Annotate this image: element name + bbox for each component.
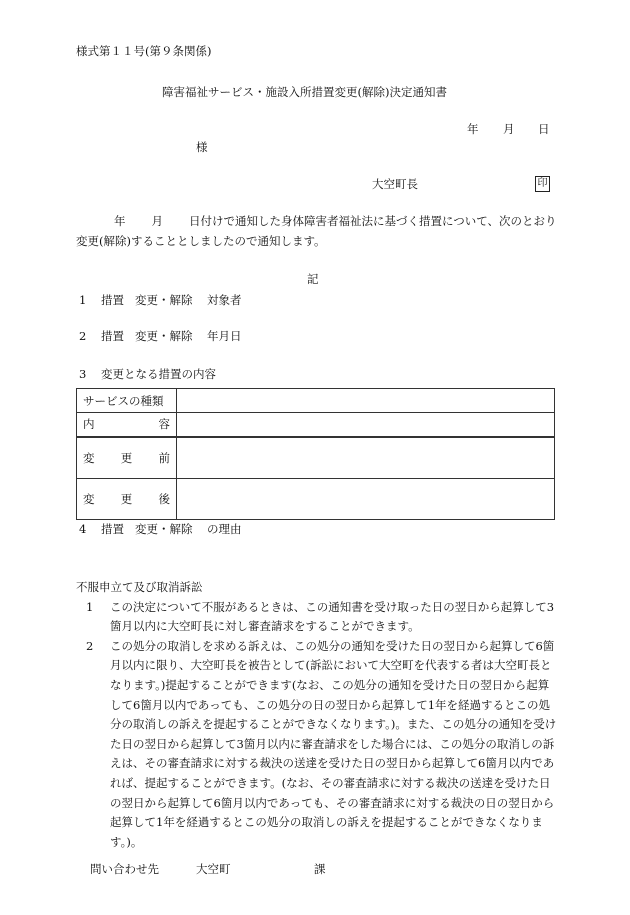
contact-label: 問い合わせ先 <box>90 862 159 876</box>
table-row <box>77 437 555 479</box>
addressee-suffix: 様 <box>196 140 208 154</box>
item-subject: 対象者 <box>207 293 242 307</box>
item-number: 2 <box>79 329 87 343</box>
seal-mark: 印 <box>535 176 550 192</box>
item-measure: 措置 <box>101 522 124 536</box>
item-number: 1 <box>79 293 87 307</box>
table-row <box>77 413 555 437</box>
table-row <box>77 479 555 520</box>
content-value <box>177 413 555 437</box>
item-2 <box>79 328 242 344</box>
item-3 <box>79 366 216 382</box>
after-change-value <box>177 479 555 520</box>
after-change-label: 変 更 後 <box>77 479 177 520</box>
item-number: 4 <box>79 522 87 536</box>
issuer-name: 大空町長 <box>372 177 418 191</box>
item-label: 変更となる措置の内容 <box>101 367 216 381</box>
service-type-label: サービスの種類 <box>77 389 177 413</box>
objection-point-2 <box>76 637 560 853</box>
service-type-value <box>177 389 555 413</box>
contact-town: 大空町 <box>196 862 231 876</box>
intro-paragraph <box>76 212 560 251</box>
content-label: 内 容 <box>77 413 177 437</box>
date-year-label: 年 <box>467 122 479 136</box>
item-subject: の理由 <box>207 522 242 536</box>
item-number: 3 <box>79 367 87 381</box>
table-row <box>77 389 555 413</box>
item-4 <box>79 521 242 537</box>
point-number: 1 <box>86 599 94 614</box>
item-subject: 年月日 <box>207 329 242 343</box>
item-change: 変更・解除 <box>135 329 193 343</box>
document-title: 障害福祉サービス・施設入所措置変更(解除)決定通知書 <box>162 85 447 99</box>
intro-month-label: 月 <box>151 214 163 228</box>
item-change: 変更・解除 <box>135 522 193 536</box>
form-number: 様式第１１号(第９条関係) <box>76 44 212 58</box>
item-measure: 措置 <box>101 329 124 343</box>
date-month-label: 月 <box>503 122 515 136</box>
measure-content-table <box>76 388 555 520</box>
intro-text: 日付けで通知した身体障害者福祉法に基づく措置について、次のとおり変更(解除)することとしましたので通知します。 <box>76 214 557 248</box>
point-text: この処分の取消しを求める訴えは、この処分の通知を受けた日の翌日から起算して6箇月以内に限り、大空町長を被告として(訴訟において大空町を代表する者は大空町長となります。)提起することができます(なお、この処分の通知を受けた日の翌日から起算して6箇月以内であっても、この処分の日の翌日から起算して1年を経過するとこの処分の取消しの訴えを提起することができなくなります。)。また、この処分の通知を受けた日の翌日から起算して3箇月以内に審査請求をした場合には、この処分の取消しの訴えは、その審査請求に対する裁決の送達を受けた日の翌日から起算して6箇月以内であれば、提起することができます。(なお、その審査請求に対する裁決の送達を受けた日の翌日から起算して6箇月以内であっても、その審査請求に対する裁決の日の翌日から起算して1年を経過するとこの処分の取消しの訴えを提起することができなくなります。)。 <box>110 638 557 849</box>
ki-label: 記 <box>307 272 319 286</box>
before-change-label: 変 更 前 <box>77 437 177 479</box>
point-text: この決定について不服があるときは、この通知書を受け取った日の翌日から起算して3箇月以内に大空町長に対し審査請求をすることができます。 <box>110 599 555 634</box>
item-1 <box>79 292 242 308</box>
contact-section: 課 <box>314 862 326 876</box>
date-day-label: 日 <box>538 122 550 136</box>
intro-year-label: 年 <box>114 214 126 228</box>
objection-point-1 <box>76 598 560 637</box>
before-change-value <box>177 437 555 479</box>
item-measure: 措置 <box>101 293 124 307</box>
item-change: 変更・解除 <box>135 293 193 307</box>
objection-heading: 不服申立て及び取消訴訟 <box>76 580 203 594</box>
objection-section <box>76 578 560 852</box>
point-number: 2 <box>86 638 94 653</box>
